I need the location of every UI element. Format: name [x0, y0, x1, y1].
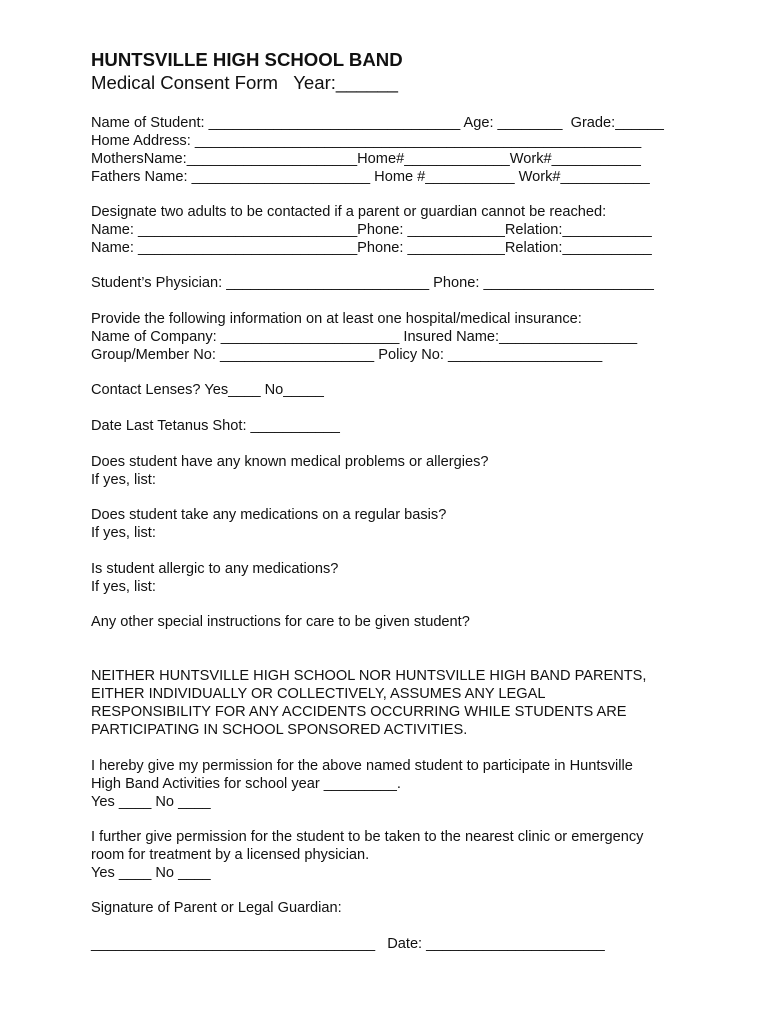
medications-question: Does student take any medications on a regular basis?	[91, 507, 447, 523]
disclaimer-line-3: RESPONSIBILITY FOR ANY ACCIDENTS OCCURRING WHILE STUDENTS ARE	[91, 704, 627, 720]
special-instructions-question: Any other special instructions for care to be given student?	[91, 614, 470, 630]
treatment-permission-line-1: I further give permission for the student to be taken to the nearest clinic or emergency	[91, 829, 644, 845]
disclaimer-line-4: PARTICIPATING IN SCHOOL SPONSORED ACTIVITIES.	[91, 722, 468, 738]
insurance-group-policy-line: Group/Member No: ___________________ Policy No: ___________________	[91, 347, 603, 363]
disclaimer-line-2: EITHER INDIVIDUALLY OR COLLECTIVELY, ASSUMES ANY LEGAL	[91, 686, 546, 702]
emergency-contact-1-line: Name: ___________________________Phone: ____________Relation:___________	[91, 222, 652, 238]
disclaimer-line-1: NEITHER HUNTSVILLE HIGH SCHOOL NOR HUNTSVILLE HIGH BAND PARENTS,	[91, 668, 647, 684]
insurance-company-line: Name of Company: ______________________ Insured Name:_________________	[91, 329, 638, 345]
tetanus-shot-line: Date Last Tetanus Shot: ___________	[91, 418, 340, 434]
signature-label: Signature of Parent or Legal Guardian:	[91, 900, 342, 916]
mother-name-phones-line: MothersName:_____________________Home#_____________Work#___________	[91, 151, 641, 167]
participation-yes-no: Yes ____ No ____	[91, 794, 211, 810]
form-title: HUNTSVILLE HIGH SCHOOL BAND	[91, 49, 403, 70]
emergency-contacts-intro: Designate two adults to be contacted if a parent or guardian cannot be reached:	[91, 204, 607, 220]
medication-allergy-question: Is student allergic to any medications?	[91, 561, 339, 577]
emergency-contact-2-line: Name: ___________________________Phone: ____________Relation:___________	[91, 240, 652, 256]
student-name-age-grade-line: Name of Student: _______________________________ Age: ________ Grade:______	[91, 115, 664, 131]
medications-list-label: If yes, list:	[91, 525, 156, 541]
contact-lenses-line: Contact Lenses? Yes____ No_____	[91, 382, 324, 398]
treatment-yes-no: Yes ____ No ____	[91, 865, 211, 881]
form-subtitle-year: Medical Consent Form Year:______	[91, 72, 398, 93]
physician-line: Student’s Physician: _________________________ Phone: _____________________	[91, 275, 654, 291]
treatment-permission-line-2: room for treatment by a licensed physician.	[91, 847, 370, 863]
medication-allergy-list-label: If yes, list:	[91, 579, 156, 595]
father-name-phones-line: Fathers Name: ______________________ Home #___________ Work#___________	[91, 169, 650, 185]
medical-problems-question: Does student have any known medical problems or allergies?	[91, 454, 489, 470]
medical-problems-list-label: If yes, list:	[91, 472, 156, 488]
insurance-intro: Provide the following information on at least one hospital/medical insurance:	[91, 311, 582, 327]
signature-date-line: ___________________________________ Date: ______________________	[91, 936, 605, 952]
participation-permission-line-1: I hereby give my permission for the above named student to participate in Huntsville	[91, 758, 633, 774]
participation-permission-line-2: High Band Activities for school year _________.	[91, 776, 401, 792]
home-address-line: Home Address: _______________________________________________________	[91, 133, 642, 149]
